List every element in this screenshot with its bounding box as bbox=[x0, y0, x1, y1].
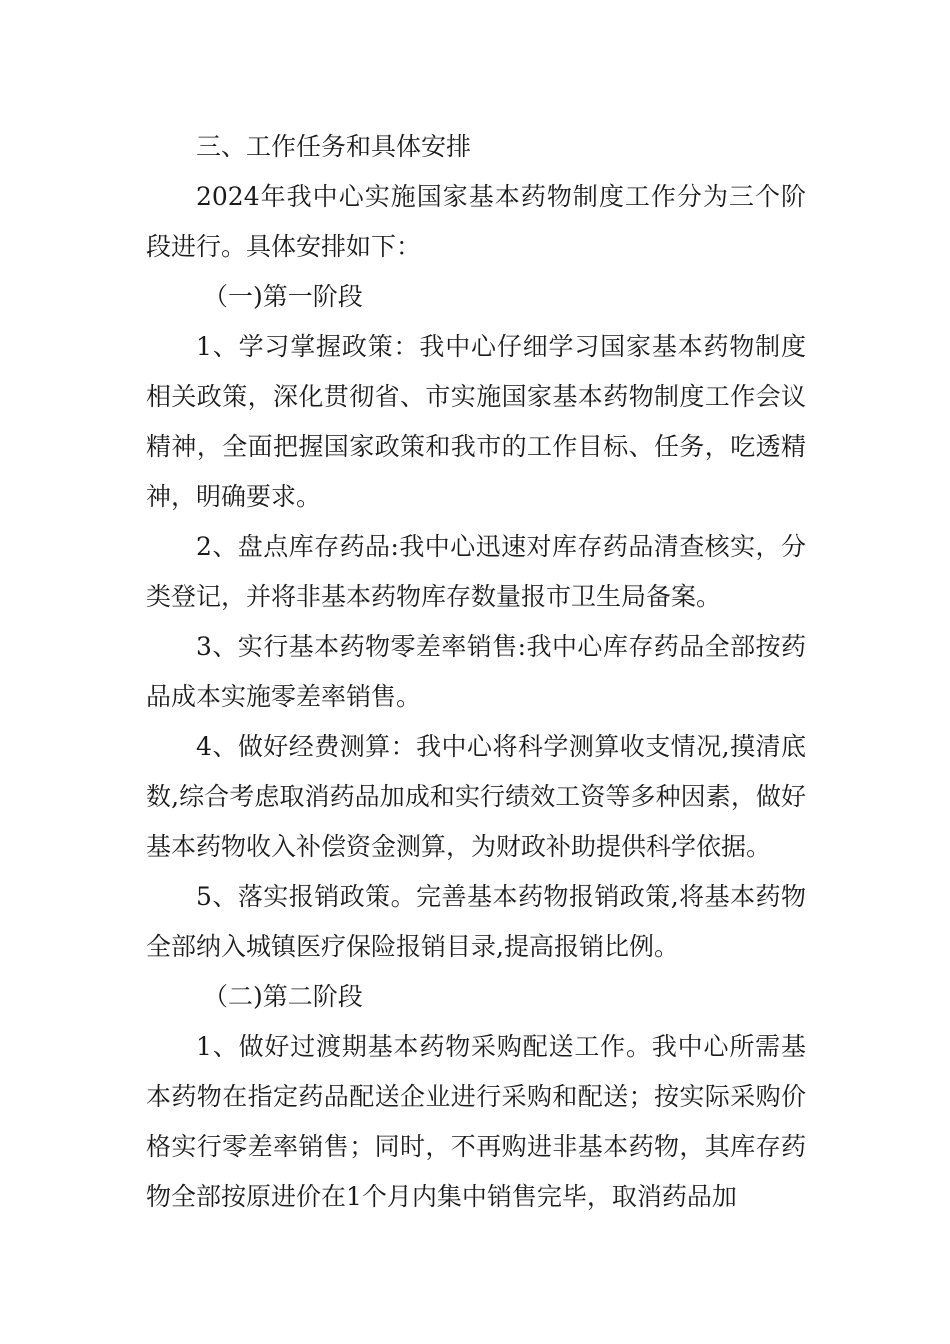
phase-one-item-4: 4、做好经费测算：我中心将科学测算收支情况,摸清底数,综合考虑取消药品加成和实行绩效工资等多种因素，做好基本药物收入补偿资金测算，为财政补助提供科学依据。 bbox=[146, 732, 806, 861]
section-heading: 三、工作任务和具体安排 bbox=[196, 132, 472, 161]
phase-one-item-2: 2、盘点库存药品:我中心迅速对库存药品清查核实，分类登记，并将非基本药物库存数量报市卫生局备案。 bbox=[146, 532, 806, 611]
phase-one-title: （一)第一阶段 bbox=[203, 282, 363, 311]
phase-one-item-5: 5、落实报销政策。完善基本药物报销政策,将基本药物全部纳入城镇医疗保险报销目录,提高报销比例。 bbox=[146, 882, 806, 961]
intro-paragraph: 2024年我中心实施国家基本药物制度工作分为三个阶段进行。具体安排如下： bbox=[146, 182, 806, 261]
phase-one-item-3: 3、实行基本药物零差率销售:我中心库存药品全部按药品成本实施零差率销售。 bbox=[146, 632, 806, 711]
document-page bbox=[146, 122, 806, 1222]
phase-two-title: （二)第二阶段 bbox=[203, 982, 363, 1011]
phase-two-item-1: 1、做好过渡期基本药物采购配送工作。我中心所需基本药物在指定药品配送企业进行采购和配送；按实际采购价格实行零差率销售；同时，不再购进非基本药物，其库存药物全部按原进价在1个月内集中销售完毕，取消药品加 bbox=[146, 1032, 806, 1211]
phase-one-item-1: 1、学习掌握政策：我中心仔细学习国家基本药物制度相关政策，深化贯彻省、市实施国家基本药物制度工作会议精神，全面把握国家政策和我市的工作目标、任务，吃透精神，明确要求。 bbox=[146, 332, 806, 511]
